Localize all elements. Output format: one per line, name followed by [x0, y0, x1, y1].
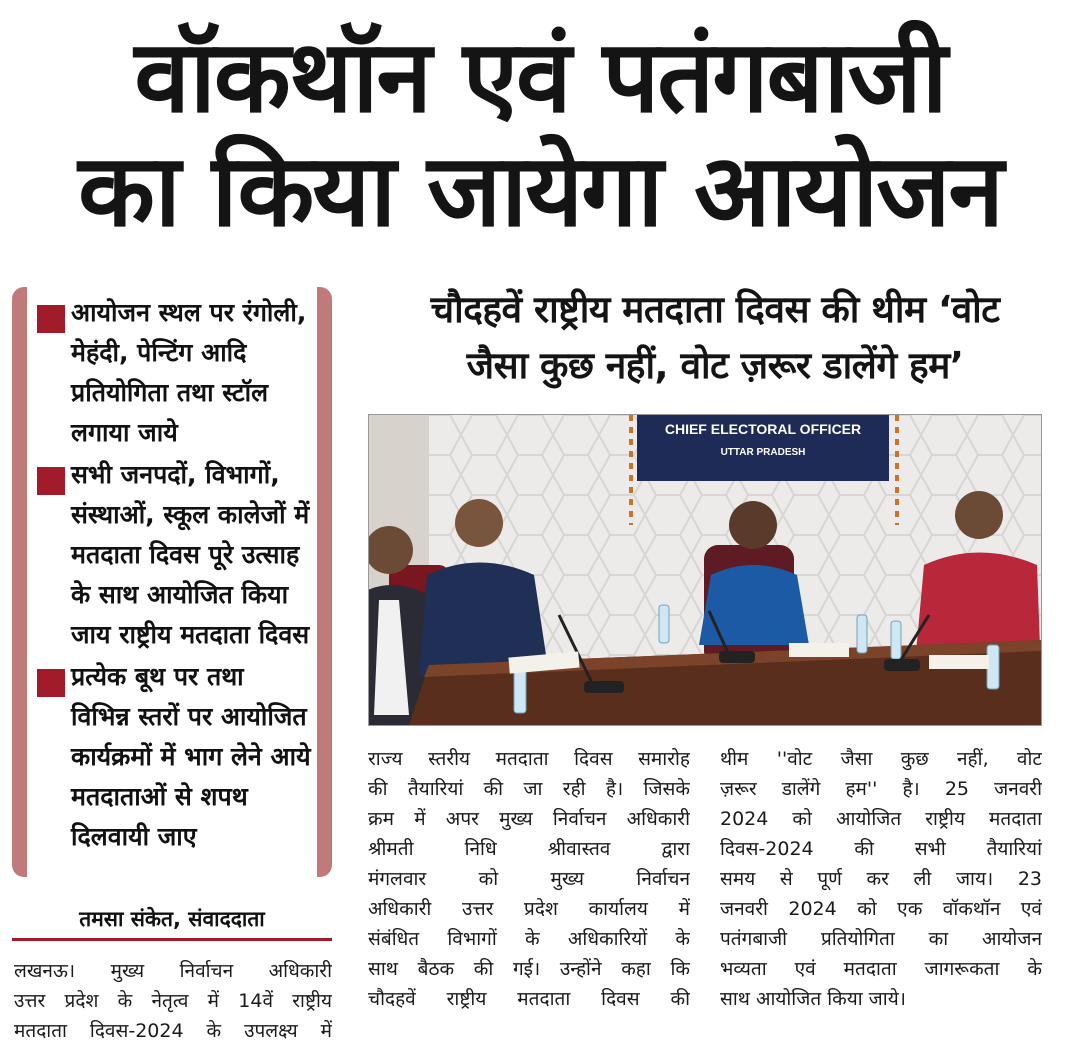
highlight-item — [35, 657, 311, 857]
cea-signboard — [637, 415, 889, 481]
highlights-sidebar — [12, 287, 332, 877]
text-line: उत्तर प्रदेश के नेतृत्व में 14वें राष्ट्रीय — [14, 990, 332, 1012]
text-line: संबंधित विभागों के अधिकारियों के — [368, 928, 690, 950]
bullet-square-icon — [37, 305, 65, 333]
text-line: थीम ''वोट जैसा कुछ नहीं, वोट — [720, 748, 1042, 770]
text-line: साथ बैठक की गई। उन्होंने कहा कि — [368, 958, 690, 980]
article-column-right — [720, 744, 1042, 1014]
bullet-square-icon — [37, 467, 65, 495]
subheadline-line-2: जैसा कुछ नहीं, वोट ज़रूर डालेंगे हम’ — [466, 344, 964, 387]
highlight-text: आयोजन स्थल पर रंगोली, मेहंदी, पेन्टिंग आदि प्रतियोगिता तथा स्टॉल लगाया जाये — [71, 298, 307, 447]
text-line: ज़रूर डालेंगे हम'' है। 25 जनवरी — [720, 778, 1042, 800]
byline: तमसा संकेत, संवाददाता — [79, 907, 265, 931]
signboard-line-2: UTTAR PRADESH — [720, 447, 806, 458]
text-line: क्रम में अपर मुख्य निर्वाचन अधिकारी — [368, 808, 690, 830]
text-line: राज्य स्तरीय मतदाता दिवस समारोह — [368, 748, 690, 770]
text-line: साथ आयोजित किया जाये। — [720, 988, 906, 1010]
bullet-square-icon — [37, 669, 65, 697]
text-line: मतदाता दिवस-2024 के उपलक्ष्य में — [14, 1020, 332, 1042]
highlight-text: प्रत्येक बूथ पर तथा विभिन्न स्तरों पर आयोजित कार्यक्रमों में भाग लेने आये मतदाताओं से शपथ दिलवायी जाए — [71, 662, 311, 851]
meeting-photo — [368, 414, 1042, 726]
text-line: मंगलवार को मुख्य निर्वाचन — [368, 868, 690, 890]
byline-divider — [12, 938, 332, 941]
highlight-item — [35, 455, 311, 655]
highlight-item — [35, 293, 311, 453]
text-line: दिवस-2024 की सभी तैयारियां — [720, 838, 1042, 860]
highlight-text: सभी जनपदों, विभागों, संस्थाओं, स्कूल कालेजों में मतदाता दिवस पूरे उत्साह के साथ आयोजित किया जाय राष्ट्रीय मतदाता दिवस — [71, 460, 310, 649]
text-line: श्रीमती निधि श्रीवास्तव द्वारा — [368, 838, 690, 860]
headline-line-2: का किया जायेगा आयोजन — [78, 132, 1002, 249]
signboard-line-1: CHIEF ELECTORAL OFFICER — [664, 421, 862, 437]
text-line: भव्यता एवं मतदाता जागरूकता के — [720, 958, 1042, 980]
text-line: चौदहवें राष्ट्रीय मतदाता दिवस की — [368, 988, 690, 1010]
text-line: लखनऊ। मुख्य निर्वाचन अधिकारी — [14, 960, 332, 982]
article-column-middle — [368, 744, 690, 1014]
text-line: जनवरी 2024 को एक वॉकथॉन एवं — [720, 898, 1042, 920]
subheadline — [360, 282, 1070, 394]
text-line: की तैयारियां की जा रही है। जिसके — [368, 778, 690, 800]
subheadline-line-1: चौदहवें राष्ट्रीय मतदाता दिवस की थीम ‘वोट — [430, 288, 1000, 331]
article-column-left — [14, 956, 332, 1046]
text-line: अधिकारी उत्तर प्रदेश कार्यालय में — [368, 898, 690, 920]
text-line: पतंगबाजी प्रतियोगिता का आयोजन — [720, 928, 1042, 950]
text-line: 2024 को आयोजित राष्ट्रीय मतदाता — [720, 808, 1042, 830]
headline-line-1: वॉकथॉन एवं पतंगबाजी — [134, 18, 946, 135]
text-line: समय से पूर्ण कर ली जाय। 23 — [720, 868, 1042, 890]
